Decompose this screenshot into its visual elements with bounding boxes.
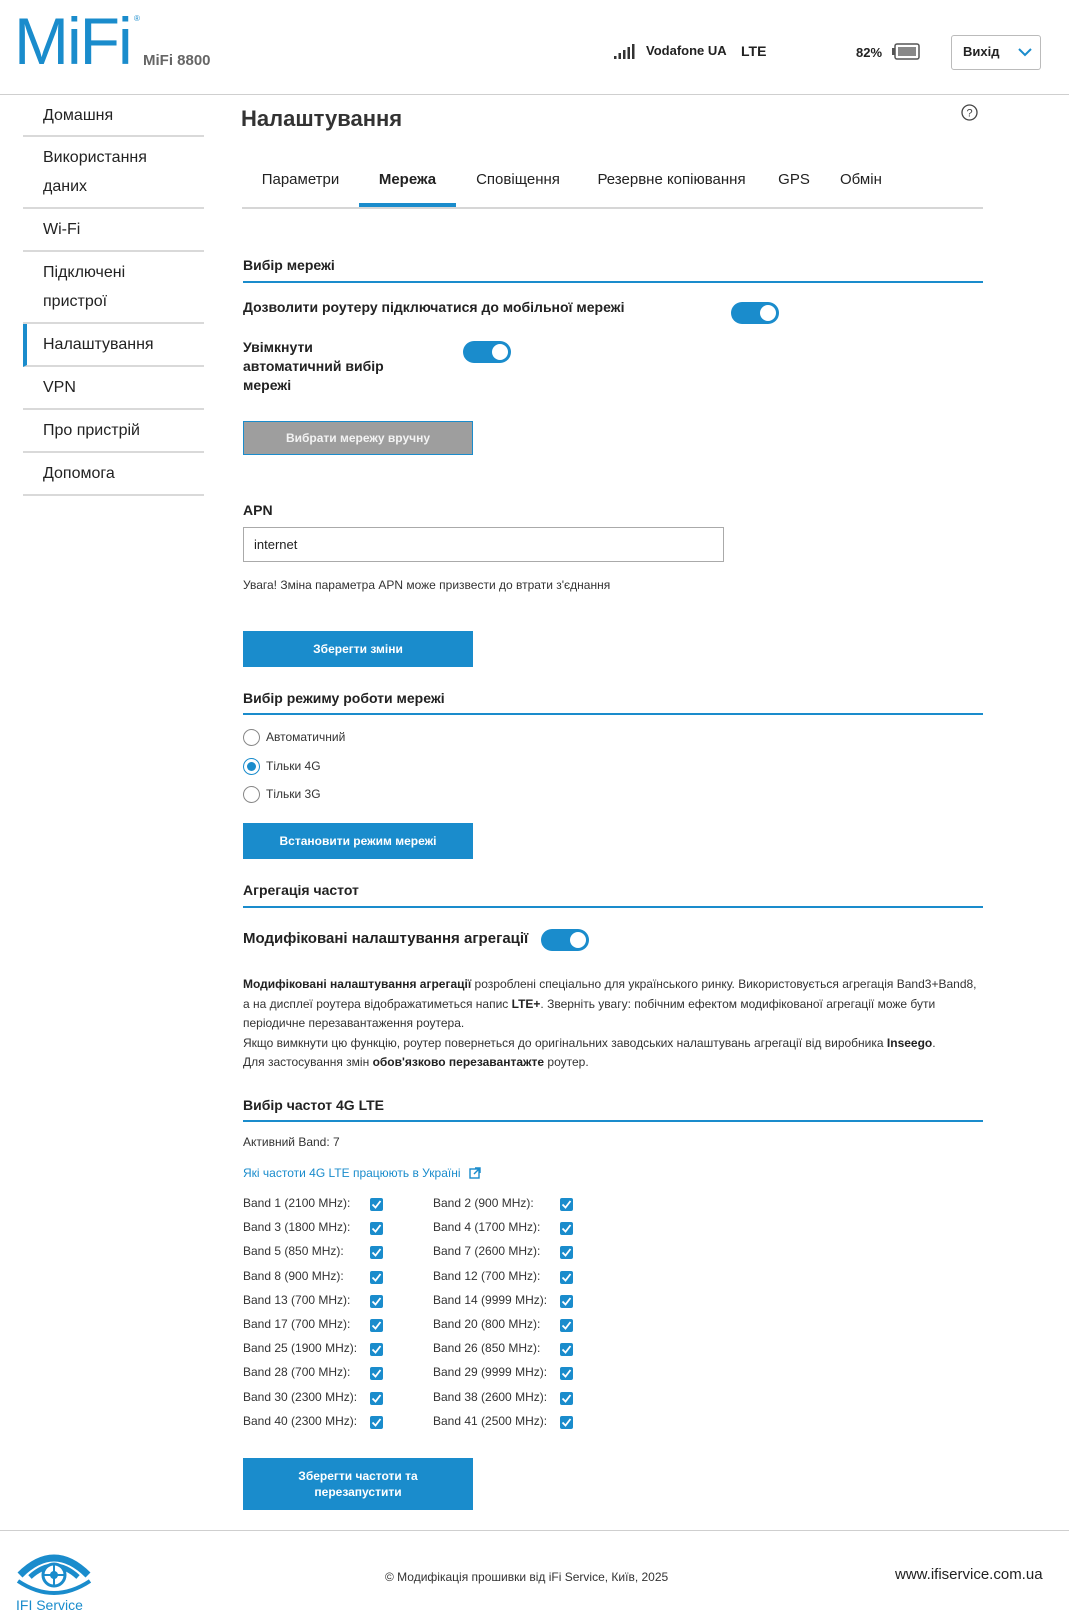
- footer-site-link[interactable]: www.ifiservice.com.ua: [895, 1566, 1043, 1583]
- band-checkbox[interactable]: [560, 1295, 573, 1308]
- band-label: Band 1 (2100 MHz):: [243, 1196, 351, 1210]
- band-checkbox[interactable]: [560, 1392, 573, 1405]
- chevron-down-icon: [1018, 46, 1032, 58]
- lte-bands-info-link[interactable]: [243, 1166, 481, 1180]
- radio-button[interactable]: [243, 758, 260, 775]
- section-divider: [243, 281, 983, 283]
- tab-gps[interactable]: GPS: [778, 171, 810, 188]
- sidebar-item-home[interactable]: [23, 95, 204, 137]
- mifi-logo: MiFi: [14, 4, 131, 78]
- aggregation-desc-p2: Якщо вимкнути цю функцію, роутер повернеться до оригінальних заводських налаштувань агрегації від виробника Inseego.: [243, 1035, 936, 1050]
- save-changes-button[interactable]: Зберегти зміни: [243, 631, 473, 667]
- sidebar-item-label: Про пристрій: [43, 422, 140, 439]
- band-checkbox[interactable]: [560, 1343, 573, 1356]
- section-divider: [243, 713, 983, 715]
- apn-label: APN: [243, 502, 273, 518]
- sidebar-item-about[interactable]: [23, 410, 204, 453]
- device-model: MiFi 8800: [143, 52, 211, 69]
- radio-mode-auto[interactable]: [243, 727, 345, 747]
- tab-backup[interactable]: Резервне копіювання: [597, 171, 746, 188]
- aggregation-desc-p1: Модифіковані налаштування агрегації розроблені спеціально для українського ринку. Використовується агрегація Band3+Band8, а на дисплеї роутера відображатиметься напис LTE+. Зверніть увагу: побічним ефектом модифікованої агрегації може бути періодичне перезавантаження роутера.: [243, 977, 977, 1030]
- tab-notifications[interactable]: Сповіщення: [476, 171, 560, 188]
- aggregation-description: [243, 975, 983, 1073]
- sidebar-item-label: Використання даних: [43, 149, 147, 195]
- sidebar-item-wifi[interactable]: [23, 209, 204, 252]
- band-checkbox[interactable]: [560, 1416, 573, 1429]
- signal-strength-icon: [614, 43, 636, 59]
- band-label: Band 17 (700 MHz):: [243, 1317, 351, 1331]
- band-checkbox[interactable]: [370, 1295, 383, 1308]
- band-checkbox[interactable]: [560, 1319, 573, 1332]
- footer-copyright: © Модифікація прошивки від iFi Service, Київ, 2025: [385, 1570, 669, 1584]
- section-network-selection: Вибір мережі: [243, 257, 335, 273]
- page-title: Налаштування: [241, 106, 403, 131]
- footer-brand: IFI Service: [16, 1597, 83, 1613]
- tab-exchange[interactable]: Обмін: [840, 171, 882, 188]
- band-checkbox[interactable]: [370, 1367, 383, 1380]
- sidebar-item-settings[interactable]: [23, 324, 204, 367]
- band-checkbox[interactable]: [560, 1222, 573, 1235]
- aggregation-desc-p3: Для застосування змін обов'язково перезавантажте роутер.: [243, 1055, 589, 1069]
- band-label: Band 40 (2300 MHz):: [243, 1413, 358, 1428]
- save-bands-restart-button[interactable]: [243, 1458, 473, 1510]
- logout-label: Вихід: [963, 44, 1000, 59]
- band-checkbox[interactable]: [560, 1367, 573, 1380]
- sidebar-item-label: Домашня: [43, 107, 114, 124]
- band-label: Band 12 (700 MHz):: [433, 1268, 541, 1283]
- band-label: Band 30 (2300 MHz):: [243, 1389, 358, 1404]
- sidebar-item-label: Підключені пристрої: [43, 264, 126, 310]
- auto-select-toggle[interactable]: [463, 341, 511, 363]
- set-network-mode-button[interactable]: Встановити режим мережі: [243, 823, 473, 859]
- ifi-service-logo-icon: [14, 1545, 94, 1597]
- section-lte-bands: Вибір частот 4G LTE: [243, 1097, 384, 1113]
- band-label: Band 25 (1900 MHz):: [243, 1341, 358, 1356]
- sidebar-item-vpn[interactable]: [23, 367, 204, 410]
- apn-input[interactable]: [243, 527, 724, 562]
- band-label: Band 5 (850 MHz):: [243, 1244, 344, 1259]
- section-network-mode: Вибір режиму роботи мережі: [243, 690, 445, 706]
- band-checkbox[interactable]: [370, 1198, 383, 1211]
- sidebar-item-label: Wi-Fi: [43, 221, 81, 238]
- sidebar-item-label: Допомога: [43, 465, 115, 482]
- band-label: Band 13 (700 MHz):: [243, 1292, 351, 1307]
- network-type: LTE: [741, 43, 767, 59]
- radio-label: Тільки 4G: [266, 759, 321, 773]
- band-checkbox[interactable]: [370, 1416, 383, 1429]
- band-label: Band 20 (800 MHz):: [433, 1317, 541, 1331]
- help-icon[interactable]: [961, 104, 978, 121]
- section-aggregation: Агрегація частот: [243, 882, 359, 898]
- band-label: Band 26 (850 MHz):: [433, 1341, 541, 1356]
- band-label: Band 2 (900 MHz):: [433, 1196, 534, 1210]
- footer: [0, 1530, 1069, 1622]
- button-label: Зберегти частоти та перезапустити: [298, 1469, 418, 1499]
- band-checkbox[interactable]: [370, 1319, 383, 1332]
- manual-select-button[interactable]: Вибрати мережу вручну: [243, 421, 473, 455]
- band-checkbox[interactable]: [560, 1246, 573, 1259]
- allow-mobile-label: Дозволити роутеру підключатися до мобільної мережі: [243, 299, 625, 315]
- band-checkbox[interactable]: [370, 1246, 383, 1259]
- radio-mode-4g[interactable]: [243, 756, 321, 776]
- band-checkbox[interactable]: [370, 1271, 383, 1284]
- section-divider: [243, 1120, 983, 1122]
- sidebar-item-help[interactable]: [23, 453, 204, 496]
- radio-label: Тільки 3G: [266, 787, 321, 801]
- sidebar-item-data-usage[interactable]: [23, 137, 204, 209]
- band-label: Band 14 (9999 MHz):: [433, 1292, 548, 1307]
- band-label: Band 28 (700 MHz):: [243, 1365, 351, 1380]
- band-label: Band 29 (9999 MHz):: [433, 1365, 548, 1380]
- band-checkbox[interactable]: [560, 1198, 573, 1211]
- band-label: Band 38 (2600 MHz):: [433, 1389, 548, 1404]
- band-label: Band 7 (2600 MHz):: [433, 1244, 541, 1259]
- allow-mobile-toggle[interactable]: [731, 302, 779, 324]
- battery-percent: 82%: [856, 45, 883, 60]
- apn-warning: Увага! Зміна параметра APN може призвести до втрати з'єднання: [243, 578, 611, 592]
- battery-icon: [892, 43, 920, 60]
- auto-select-label: Увімкнути автоматичний вибір мережі: [243, 339, 384, 393]
- tab-parameters[interactable]: Параметри: [261, 171, 340, 188]
- sidebar-item-connected-devices[interactable]: [23, 252, 204, 324]
- radio-button[interactable]: [243, 729, 260, 746]
- band-label: Band 41 (2500 MHz):: [433, 1413, 548, 1428]
- band-label: Band 4 (1700 MHz):: [433, 1220, 541, 1235]
- svg-text:?: ?: [966, 107, 973, 120]
- radio-label: Автоматичний: [266, 730, 346, 744]
- external-link-icon: [469, 1167, 481, 1179]
- radio-mode-3g[interactable]: [243, 784, 321, 804]
- sidebar-item-label: VPN: [43, 379, 76, 396]
- tab-network[interactable]: Мережа: [359, 162, 456, 207]
- active-band-readout: Активний Band: 7: [243, 1135, 340, 1149]
- band-label: Band 8 (900 MHz):: [243, 1268, 344, 1283]
- band-label: Band 3 (1800 MHz):: [243, 1220, 351, 1235]
- aggregation-toggle-label: Модифіковані налаштування агрегації: [243, 930, 529, 947]
- header: [0, 0, 1069, 95]
- carrier-name: Vodafone UA: [646, 43, 727, 58]
- link-label: Які частоти 4G LTE працюють в Україні: [243, 1166, 461, 1180]
- band-checkbox[interactable]: [370, 1222, 383, 1235]
- settings-tabs: [242, 162, 983, 209]
- band-checkbox[interactable]: [560, 1271, 573, 1284]
- logout-button[interactable]: [951, 35, 1041, 70]
- trademark-mark: ®: [134, 14, 140, 23]
- band-checkbox[interactable]: [370, 1392, 383, 1405]
- sidebar-item-label: Налаштування: [43, 336, 154, 353]
- section-divider: [243, 906, 983, 908]
- sidebar-nav: [23, 95, 204, 496]
- aggregation-toggle[interactable]: [541, 929, 589, 951]
- radio-button[interactable]: [243, 786, 260, 803]
- band-checkbox[interactable]: [370, 1343, 383, 1356]
